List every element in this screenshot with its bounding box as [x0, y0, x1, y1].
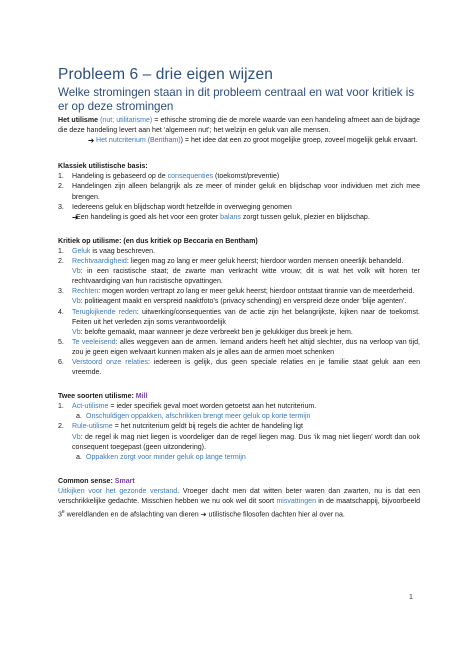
utilisme-definition: Het utilisme (nut; utilitarisme) = ethische stroming die de morele waarde van een handeling afmeet aan de bijdrage die deze handeling levert aan het ‘algemeen nut’; het welzijn en geluk van alle mensen.	[58, 117, 420, 135]
page-subtitle: Welke stromingen staan in dit probleem centraal en wat voor kritiek is er op deze stromingen	[58, 86, 415, 113]
sub-list-item: a. Onschuldigen oppakken, afschrikken brengt meer geluk op korte termijn	[76, 413, 311, 421]
nutcriterium-note: ➔ Het nutcriterium (Bentham)) = het idee dat een zo groot mogelijke groep, zoveel mogelijk geluk ervaart.	[88, 136, 418, 146]
twee-soorten-heading: Twee soorten utilisme: Mill	[58, 393, 148, 401]
common-sense-heading: Common sense: Smart	[58, 477, 135, 485]
list-item: 1. Act-utilisme = ieder specifiek geval moet worden getoetst aan het nutcriterium.	[58, 403, 317, 411]
twee-soorten-list	[58, 402, 420, 463]
common-sense-text: Uitkijken voor het gezonde verstand. Vroeger dacht men dat witten beter waren dan zwarten, nu is dat een verschrikkelijke gedachte. Misschien hebben we nu ook wel dit soort misvattingen in de maatschappij, bijvoorbeeld 3e wereldlanden en de afslachting van dieren ➔ utilistische filosofen dachten hier al over na.	[58, 487, 420, 519]
list-item: 6. Verstoord onze relaties: iedereen is gelijk, dus geen speciale relaties en je familie staat geluk aan een vreemde.	[58, 358, 420, 377]
arrow-right-icon: ➔	[200, 511, 207, 519]
kritiek-heading: Kritiek op utilisme: (en dus kritiek op Beccaria en Bentham)	[58, 237, 258, 245]
list-item: 4. Terugkijkende reden: uitwerking/consequenties van de actie zijn het belangrijkste, kijken naar de toekomst. Feiten uit het verleden zijn soms verantwoordelijk Vb: belofte gemaakt, maar wanneer je deze verbreekt ben je gelukkiger dus breek je hem.	[58, 308, 420, 336]
list-item: 3. Rechten: mogen worden vertrapt zo lang er meer geluk heerst; hierdoor ontstaat tirannie van de meerderheid. Vb: politieagent maakt en verspreid naaktfoto’s (privacy schending) en verspreid deze onder ‘blije agenten’.	[58, 288, 415, 306]
list-item: 2. Rule-utilisme = het nutcriterium geldt bij regels die achter de handeling ligt Vb: de regel ik mag niet liegen is voordeliger dan de regel liegen mag. Dus ‘ik mag niet liegen’ wordt dan ook consequent toegepast (geen uitzondering).	[58, 423, 420, 451]
klassiek-heading: Klassiek utilistische basis:	[58, 163, 148, 171]
arrow-right-icon: ➔	[88, 136, 95, 146]
list-item: 2. Handelingen zijn alleen belangrijk als ze meer of minder geluk en blijdschap voor individuen met zich mee brengen.	[58, 183, 420, 201]
list-item: 2. Rechtvaardigheid: liegen mag zo lang er meer geluk heerst; hierdoor worden mensen oneerlijk behandeld. Vb: in een racistische staat; de zwarte man verkracht witte vrouw; dit is wat het volk wilt horen ter rechtvaardiging van hun racistische opvattingen.	[58, 258, 420, 286]
list-item: 1. Handeling is gebaseerd op de consequenties (toekomst/preventie)	[58, 173, 280, 181]
list-item: 5. Te veeleisend: alles weggeven aan de armen. Iemand anders heeft het altijd slechter, dus na verloop van tijd, zou je geen eigen welvaart kunnen maken als je alles aan de armen moet schenken	[58, 338, 420, 356]
sub-list-item: a. Oppakken zorgt voor minder geluk op lange termijn	[76, 453, 246, 461]
arrow-right-icon: ➔	[72, 212, 79, 222]
document-body	[58, 116, 420, 521]
list-item: 3. Iedereens geluk en blijdschap wordt hetzelfde in overweging genomen	[58, 203, 292, 211]
page-title: Probleem 6 – drie eigen wijzen	[58, 66, 273, 83]
klassiek-conclusion: ➔ Een handeling is goed als het voor een groter balans zorgt tussen geluk, plezier en blijdschap.	[72, 212, 370, 222]
page-number: 1	[409, 594, 413, 601]
klassiek-list	[58, 172, 420, 222]
kritiek-list	[58, 247, 420, 378]
list-item: 1. Geluk is vaag beschreven.	[58, 247, 156, 255]
